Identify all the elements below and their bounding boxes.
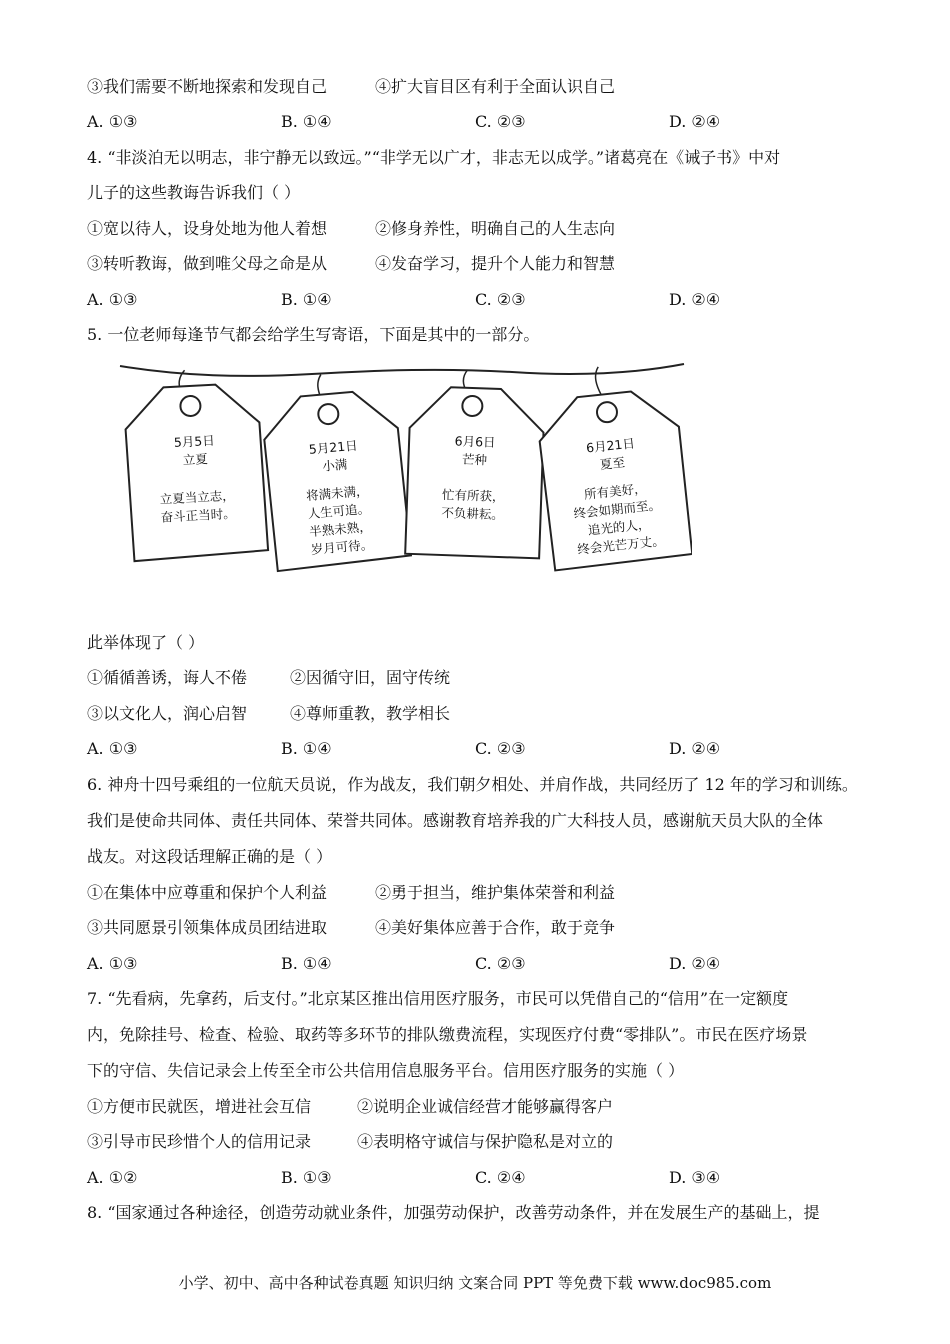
tag-2-term: 小满 — [321, 456, 348, 474]
q4-option-a: A. ①③ — [87, 290, 138, 309]
q5-option-d: D. ②④ — [669, 739, 721, 758]
q6-statement-3: ③共同愿景引领集体成员团结进取 — [87, 918, 328, 937]
tag-3-date: 6月6日 — [454, 433, 496, 450]
tag-4-line-4: 终会光芒万丈。 — [576, 532, 666, 557]
q4-option-c: C. ②③ — [475, 290, 526, 309]
q6-option-a: A. ①③ — [87, 954, 138, 973]
tag-2-date: 5月21日 — [308, 437, 359, 457]
q6-stem-line-3: 战友。对这段话理解正确的是（ ） — [87, 847, 333, 866]
q7-option-c: C. ②④ — [475, 1168, 526, 1187]
q6-option-d: D. ②④ — [669, 954, 721, 973]
tag-4-line-1: 所有美好， — [583, 480, 648, 502]
q8-stem-line-1: 8. “国家通过各种途径，创造劳动就业条件，加强劳动保护，改善劳动条件，并在发展生产的基础上，提 — [87, 1203, 820, 1222]
q6-statement-1: ①在集体中应尊重和保护个人利益 — [87, 883, 328, 902]
tag-1-term: 立夏 — [182, 451, 209, 468]
q6-option-c: C. ②③ — [475, 954, 526, 973]
q4-statement-2: ②修身养性，明确自己的人生志向 — [375, 219, 616, 238]
tag-1-line-1: 立夏当立志， — [159, 487, 236, 507]
tag-4-date: 6月21日 — [585, 435, 636, 456]
tag-1-line-2: 奋斗正当时。 — [160, 505, 237, 525]
q3-statement-3: ③我们需要不断地探索和发现自己 — [87, 77, 328, 96]
tag-4-line-2: 终会如期而至。 — [572, 497, 662, 522]
tag-3-line-2: 不负耕耘。 — [441, 504, 505, 523]
tag-3-term: 芒种 — [461, 451, 488, 468]
tag-mangzhong — [405, 368, 545, 559]
q4-stem-line-1: 4. “非淡泊无以明志，非宁静无以致远。”“非学无以广才，非志无以成学。”诸葛亮在《诫子书》中对 — [87, 148, 781, 167]
tag-2-line-2: 人生可追。 — [307, 500, 371, 522]
q4-stem-line-2: 儿子的这些教诲告诉我们（ ） — [87, 183, 301, 202]
q6-statement-4: ④美好集体应善于合作，敢于竞争 — [375, 918, 616, 937]
tag-lixia — [123, 366, 269, 561]
tag-xiaoman — [259, 368, 411, 571]
tag-2-line-1: 将满未满， — [305, 482, 370, 504]
q4-statement-1: ①宽以待人，设身处地为他人着想 — [87, 219, 328, 238]
q7-statement-1: ①方便市民就医，增进社会互信 — [87, 1097, 312, 1116]
q6-stem-line-1: 6. 神舟十四号乘组的一位航天员说，作为战友，我们朝夕相处、并肩作战，共同经历了 12 年的学习和训练。 — [87, 775, 858, 794]
q4-option-b: B. ①④ — [281, 290, 332, 309]
tag-1-date: 5月5日 — [173, 432, 216, 450]
q5-statement-1: ①循循善诱，诲人不倦 — [87, 668, 248, 687]
solar-term-tags-illustration — [112, 354, 692, 584]
q4-statement-4: ④发奋学习，提升个人能力和智慧 — [375, 254, 616, 273]
tag-xiazhi — [533, 359, 692, 571]
tag-2-line-4: 岁月可待。 — [310, 536, 374, 558]
q7-statement-4: ④表明格守诚信与保护隐私是对立的 — [357, 1132, 614, 1151]
q6-statement-2: ②勇于担当，维护集体荣誉和利益 — [375, 883, 616, 902]
q5-statement-4: ④尊师重教，教学相长 — [290, 704, 451, 723]
q6-option-b: B. ①④ — [281, 954, 332, 973]
q3-option-c: C. ②③ — [475, 112, 526, 131]
q5-statement-2: ②因循守旧，固守传统 — [290, 668, 451, 687]
q3-statement-4: ④扩大盲目区有利于全面认识自己 — [375, 77, 616, 96]
q5-option-c: C. ②③ — [475, 739, 526, 758]
q5-option-a: A. ①③ — [87, 739, 138, 758]
q3-option-b: B. ①④ — [281, 112, 332, 131]
q5-option-b: B. ①④ — [281, 739, 332, 758]
q7-option-b: B. ①③ — [281, 1168, 332, 1187]
q7-stem-line-1: 7. “先看病，先拿药，后支付。”北京某区推出信用医疗服务，市民可以凭借自己的“信用”在一定额度 — [87, 989, 789, 1008]
hanging-string — [120, 364, 684, 376]
q7-statement-3: ③引导市民珍惜个人的信用记录 — [87, 1132, 312, 1151]
q4-statement-3: ③转听教诲，做到唯父母之命是从 — [87, 254, 328, 273]
tag-3-line-1: 忙有所获， — [441, 486, 505, 505]
q7-statement-2: ②说明企业诚信经营才能够赢得客户 — [357, 1097, 614, 1116]
q3-option-d: D. ②④ — [669, 112, 721, 131]
q7-stem-line-3: 下的守信、失信记录会上传至全市公共信用信息服务平台。信用医疗服务的实施（ ） — [87, 1061, 685, 1080]
q7-option-a: A. ①② — [87, 1168, 138, 1187]
q3-option-a: A. ①③ — [87, 112, 138, 131]
tag-2-line-3: 半熟未熟， — [308, 518, 373, 540]
q5-statement-3: ③以文化人，润心启智 — [87, 704, 248, 723]
tag-4-term: 夏至 — [599, 454, 626, 473]
q7-option-d: D. ③④ — [669, 1168, 721, 1187]
q4-option-d: D. ②④ — [669, 290, 721, 309]
q7-stem-line-2: 内，免除挂号、检查、检验、取药等多环节的排队缴费流程，实现医疗付费“零排队”。市民在医疗场景 — [87, 1025, 808, 1044]
tag-4-line-3: 追光的人， — [587, 516, 651, 538]
page-footer: 小学、初中、高中各种试卷真题 知识归纳 文案合同 PPT 等免费下载 www.doc985.com — [178, 1274, 772, 1292]
q5-stem-line-2: 此举体现了（ ） — [87, 633, 205, 652]
q6-stem-line-2: 我们是使命共同体、责任共同体、荣誉共同体。感谢教育培养我的广大科技人员，感谢航天员大队的全体 — [87, 811, 824, 830]
q5-stem-line-1: 5. 一位老师每逢节气都会给学生写寄语，下面是其中的一部分。 — [87, 325, 540, 344]
